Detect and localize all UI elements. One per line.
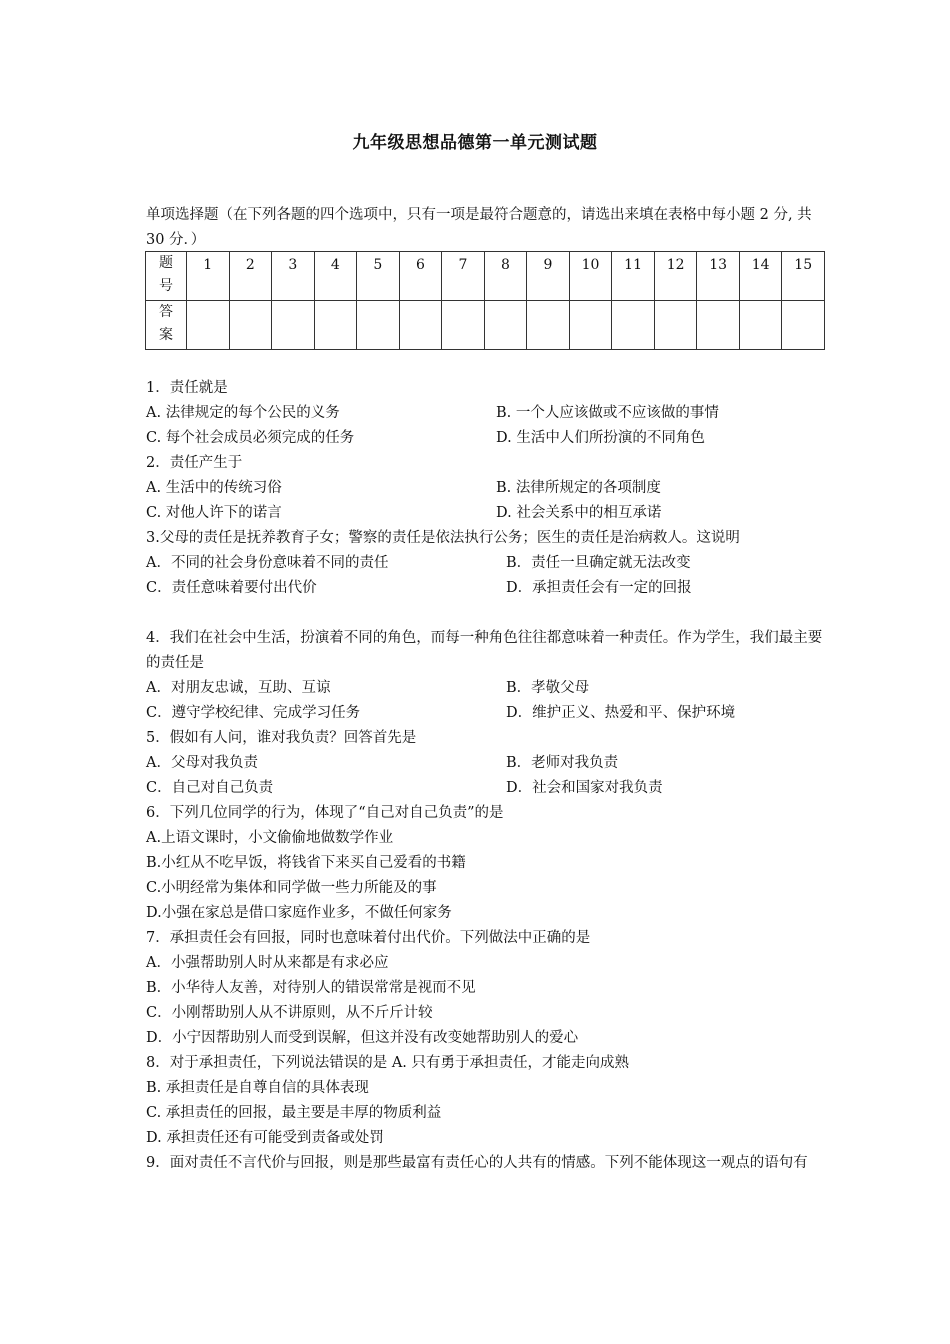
option-b: B. 一个人应该做或不应该做的事情 (496, 405, 719, 421)
answer-cell[interactable] (527, 301, 570, 350)
question-8 (146, 1051, 826, 1151)
question-stem: 4．我们在社会中生活，扮演着不同的角色，而每一种角色往往都意味着一种责任。作为学生，我们最主要的责任是 (146, 630, 823, 671)
answer-table-header-row (146, 252, 825, 301)
option-c: C．小刚帮助别人从不讲原则，从不斤斤计较 (146, 1005, 433, 1021)
option-c: C．责任意味着要付出代价 (146, 580, 317, 596)
option-b: B. 法律所规定的各项制度 (496, 480, 661, 496)
option-c: C. 每个社会成员必须完成的任务 (146, 430, 355, 446)
option-d: D. 承担责任还有可能受到责备或处罚 (146, 1130, 384, 1146)
option-a: A.上语文课时，小文偷偷地做数学作业 (146, 830, 394, 846)
option-d: D. 生活中人们所扮演的不同角色 (496, 430, 705, 446)
option-d: D. 社会关系中的相互承诺 (496, 505, 662, 521)
option-c: C．自己对自己负责 (146, 780, 274, 796)
question-number-cell: 3 (272, 252, 315, 301)
question-stem: 6．下列几位同学的行为，体现了“自己对自己负责”的是 (146, 805, 504, 821)
question-5 (146, 726, 826, 801)
question-number-cell: 4 (314, 252, 357, 301)
question-number-cell: 15 (782, 252, 825, 301)
option-c: C. 对他人许下的诺言 (146, 505, 282, 521)
page-title: 九年级思想品德第一单元测试题 (352, 133, 598, 153)
header-label-cell: 题号 (146, 252, 187, 301)
answer-cell[interactable] (442, 301, 485, 350)
answer-cell[interactable] (654, 301, 697, 350)
question-4 (146, 626, 826, 726)
option-c: C．遵守学校纪律、完成学习任务 (146, 705, 361, 721)
option-c: C.小明经常为集体和同学做一些力所能及的事 (146, 880, 437, 896)
answer-cell[interactable] (314, 301, 357, 350)
option-b: B．老师对我负责 (506, 755, 619, 771)
option-a: A．不同的社会身份意味着不同的责任 (146, 555, 389, 571)
answer-cell[interactable] (739, 301, 782, 350)
question-9 (146, 1151, 826, 1176)
answer-table-answer-row (146, 301, 825, 350)
question-number-cell: 5 (357, 252, 400, 301)
option-d: D.小强在家总是借口家庭作业多，不做任何家务 (146, 905, 452, 921)
answer-cell[interactable] (612, 301, 655, 350)
answer-cell[interactable] (399, 301, 442, 350)
option-b: B. 承担责任是自尊自信的具体表现 (146, 1080, 369, 1096)
question-3 (146, 526, 826, 601)
question-stem: 2．责任产生于 (146, 455, 243, 471)
option-a: A．对朋友忠诚，互助、互谅 (146, 680, 331, 696)
answer-cell[interactable] (484, 301, 527, 350)
question-stem: 1．责任就是 (146, 380, 228, 396)
question-number-cell: 7 (442, 252, 485, 301)
question-number-cell: 13 (697, 252, 740, 301)
option-d: D．社会和国家对我负责 (506, 780, 663, 796)
question-stem: 8．对于承担责任，下列说法错误的是 A. 只有勇于承担责任，才能走向成熟 (146, 1055, 630, 1071)
question-7 (146, 926, 826, 1051)
option-b: B．小华待人友善，对待别人的错误常常是视而不见 (146, 980, 476, 996)
question-number-cell: 14 (739, 252, 782, 301)
option-a: A．小强帮助别人时从来都是有求必应 (146, 955, 389, 971)
answer-cell[interactable] (229, 301, 272, 350)
answer-table (145, 251, 825, 350)
question-number-cell: 2 (229, 252, 272, 301)
option-a: A. 法律规定的每个公民的义务 (146, 405, 340, 421)
question-number-cell: 1 (187, 252, 230, 301)
option-d: D．承担责任会有一定的回报 (506, 580, 692, 596)
question-2 (146, 451, 826, 526)
answer-cell[interactable] (569, 301, 612, 350)
answer-cell[interactable] (272, 301, 315, 350)
option-d: D．维护正义、热爱和平、保护环境 (506, 705, 736, 721)
option-c: C. 承担责任的回报，最主要是丰厚的物质利益 (146, 1105, 442, 1121)
question-stem: 5．假如有人问，谁对我负责？回答首先是 (146, 730, 417, 746)
answer-label-cell: 答案 (146, 301, 187, 350)
question-stem: 7．承担责任会有回报，同时也意味着付出代价。下列做法中正确的是 (146, 930, 591, 946)
question-number-cell: 9 (527, 252, 570, 301)
option-b: B．孝敬父母 (506, 680, 590, 696)
answer-cell[interactable] (697, 301, 740, 350)
option-a: A. 生活中的传统习俗 (146, 480, 282, 496)
option-a: A．父母对我负责 (146, 755, 258, 771)
question-number-cell: 11 (612, 252, 655, 301)
question-number-cell: 6 (399, 252, 442, 301)
question-stem: 9．面对责任不言代价与回报，则是那些最富有责任心的人共有的情感。下列不能体现这一观点的语句有 (146, 1155, 808, 1171)
answer-cell[interactable] (357, 301, 400, 350)
option-d: D．小宁因帮助别人而受到误解，但这并没有改变她帮助别人的爱心 (146, 1030, 579, 1046)
question-number-cell: 12 (654, 252, 697, 301)
question-stem: 3.父母的责任是抚养教育子女；警察的责任是依法执行公务；医生的责任是治病救人。这说明 (146, 530, 740, 546)
answer-cell[interactable] (187, 301, 230, 350)
question-6 (146, 801, 826, 926)
option-b: B．责任一旦确定就无法改变 (506, 555, 691, 571)
answer-cell[interactable] (782, 301, 825, 350)
section-instructions: 单项选择题（在下列各题的四个选项中，只有一项是最符合题意的，请选出来填在表格中每小题 2 分, 共 30 分．） (146, 207, 812, 248)
option-b: B.小红从不吃早饭，将钱省下来买自己爱看的书籍 (146, 855, 466, 871)
question-number-cell: 8 (484, 252, 527, 301)
question-1 (146, 376, 826, 451)
question-number-cell: 10 (569, 252, 612, 301)
